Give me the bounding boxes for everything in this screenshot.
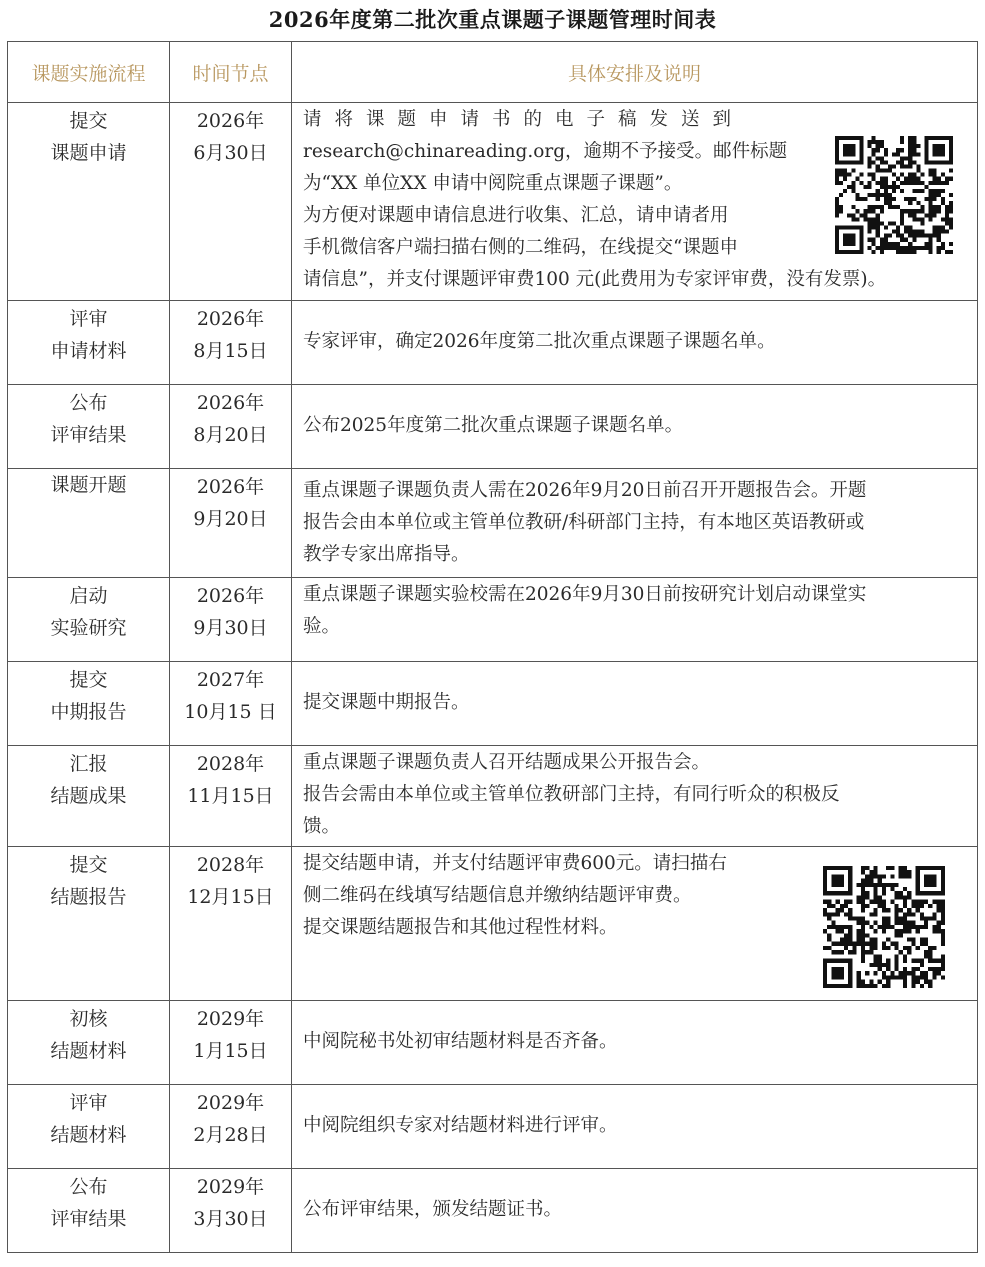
stage-cell	[8, 578, 170, 662]
date-cell	[170, 847, 292, 1001]
table-row	[8, 301, 978, 385]
date-line: 8月20日	[193, 424, 268, 446]
date-line: 11月15日	[187, 785, 274, 807]
date-cell	[170, 746, 292, 847]
stage-line: 公布	[69, 392, 108, 414]
date-line: 2026年	[196, 585, 265, 607]
stage-line: 中期报告	[50, 701, 127, 723]
qr-code-icon[interactable]	[823, 866, 945, 988]
description-cell	[292, 662, 978, 746]
stage-cell	[8, 1169, 170, 1253]
date-cell	[170, 1085, 292, 1169]
date-cell	[170, 469, 292, 578]
table-row	[8, 847, 978, 1001]
table-row	[8, 1001, 978, 1085]
date-line: 3月30日	[193, 1208, 268, 1230]
stage-cell	[8, 1001, 170, 1085]
description-line: 重点课题子课题负责人召开结题成果公开报告会。	[303, 752, 711, 773]
stage-line: 提交	[69, 110, 108, 132]
date-line: 12月15日	[187, 886, 274, 908]
description-cell	[292, 301, 978, 385]
stage-line: 提交	[69, 854, 108, 876]
date-line: 10月15 日	[184, 701, 277, 723]
description-cell	[292, 746, 978, 847]
stage-cell	[8, 847, 170, 1001]
table-row	[8, 1169, 978, 1253]
date-line: 2029年	[196, 1008, 265, 1030]
stage-line: 结题材料	[50, 1124, 127, 1146]
description-line: 专家评审，确定2026年度第二批次重点课题子课题名单。	[303, 331, 776, 352]
table-row	[8, 1085, 978, 1169]
description-line: 为“XX 单位XX 申请中阅院重点课题子课题”。	[303, 173, 683, 194]
date-line: 2026年	[196, 308, 265, 330]
description-cell	[292, 469, 978, 578]
stage-line: 结题报告	[50, 886, 127, 908]
date-line: 2028年	[196, 753, 265, 775]
description-line: 公布2025年度第二批次重点课题子课题名单。	[303, 415, 684, 436]
description-cell	[292, 1001, 978, 1085]
table-row	[8, 578, 978, 662]
description-line: research@chinareading.org，逾期不予接受。邮件标题	[303, 141, 788, 162]
stage-cell	[8, 469, 170, 578]
date-line: 2026年	[196, 392, 265, 414]
stage-cell	[8, 662, 170, 746]
stage-line: 评审结果	[50, 424, 127, 446]
table-row	[8, 385, 978, 469]
date-line: 2028年	[196, 854, 265, 876]
date-line: 1月15日	[193, 1040, 268, 1062]
table-row	[8, 103, 978, 301]
description-line: 提交课题中期报告。	[303, 692, 470, 713]
description-cell	[292, 847, 978, 1001]
date-line: 2026年	[196, 476, 265, 498]
date-cell	[170, 662, 292, 746]
date-line: 2026年	[196, 110, 265, 132]
date-line: 2029年	[196, 1092, 265, 1114]
stage-cell	[8, 746, 170, 847]
description-line: 请信息”，并支付课题评审费100 元(此费用为专家评审费，没有发票)。	[303, 269, 887, 290]
stage-line: 实验研究	[50, 617, 127, 639]
date-line: 2027年	[196, 669, 265, 691]
qr-code-icon[interactable]	[835, 136, 953, 254]
description-cell	[292, 1169, 978, 1253]
date-line: 9月30日	[193, 617, 268, 639]
header-description: 具体安排及说明	[292, 42, 978, 103]
description-line: 报告会由本单位或主管单位教研/科研部门主持，有本地区英语教研或	[303, 511, 865, 533]
description-cell	[292, 578, 978, 662]
description-line: 侧二维码在线填写结题信息并缴纳结题评审费。	[303, 885, 692, 906]
table-header-row	[8, 42, 978, 103]
date-line: 9月20日	[193, 508, 268, 530]
date-cell	[170, 103, 292, 301]
stage-cell	[8, 385, 170, 469]
description-cell	[292, 385, 978, 469]
header-stage: 课题实施流程	[8, 42, 170, 103]
stage-line: 申请材料	[50, 340, 127, 362]
description-line: 提交结题申请，并支付结题评审费600元。请扫描右	[303, 853, 727, 874]
stage-line: 公布	[69, 1176, 108, 1198]
stage-line: 初核	[69, 1008, 108, 1030]
date-cell	[170, 385, 292, 469]
stage-cell	[8, 103, 170, 301]
table-row	[8, 469, 978, 578]
description-line: 重点课题子课题实验校需在2026年9月30日前按研究计划启动课堂实	[303, 584, 867, 605]
description-line: 为方便对课题申请信息进行收集、汇总，请申请者用	[303, 205, 729, 226]
date-line: 2月28日	[193, 1124, 268, 1146]
date-line: 6月30日	[193, 142, 268, 164]
stage-line: 启动	[69, 585, 108, 607]
description-line: 手机微信客户端扫描右侧的二维码，在线提交“课题申	[303, 237, 738, 258]
table-row	[8, 746, 978, 847]
stage-line: 结题材料	[50, 1040, 127, 1062]
date-cell	[170, 578, 292, 662]
description-line: 中阅院组织专家对结题材料进行评审。	[303, 1115, 618, 1136]
description-cell	[292, 1085, 978, 1169]
description-cell	[292, 103, 978, 301]
stage-line: 提交	[69, 669, 108, 691]
date-cell	[170, 1001, 292, 1085]
table-row	[8, 662, 978, 746]
stage-cell	[8, 1085, 170, 1169]
stage-line: 汇报	[69, 753, 108, 775]
description-line: 验。	[303, 616, 341, 637]
description-line: 公布评审结果，颁发结题证书。	[303, 1199, 563, 1220]
date-cell	[170, 1169, 292, 1253]
date-line: 2029年	[196, 1176, 265, 1198]
schedule-table	[7, 41, 978, 1253]
stage-line: 结题成果	[50, 785, 127, 807]
description-line: 提交课题结题报告和其他过程性材料。	[303, 917, 618, 938]
description-line: 请将课题申请书的电子稿发送到	[303, 109, 745, 130]
description-line: 报告会需由本单位或主管单位教研部门主持，有同行听众的积极反	[303, 784, 840, 805]
date-cell	[170, 301, 292, 385]
description-line: 中阅院秘书处初审结题材料是否齐备。	[303, 1031, 618, 1052]
description-line: 教学专家出席指导。	[303, 543, 470, 565]
stage-line: 评审	[69, 308, 108, 330]
header-date: 时间节点	[170, 42, 292, 103]
date-line: 8月15日	[193, 340, 268, 362]
stage-line: 评审结果	[50, 1208, 127, 1230]
description-line: 重点课题子课题负责人需在2026年9月20日前召开开题报告会。开题	[303, 479, 867, 501]
stage-line: 课题开题	[50, 474, 127, 496]
description-line: 馈。	[303, 816, 341, 837]
stage-line: 课题申请	[50, 142, 127, 164]
stage-line: 评审	[69, 1092, 108, 1114]
stage-cell	[8, 301, 170, 385]
page-title: 2026年度第二批次重点课题子课题管理时间表	[268, 7, 717, 32]
